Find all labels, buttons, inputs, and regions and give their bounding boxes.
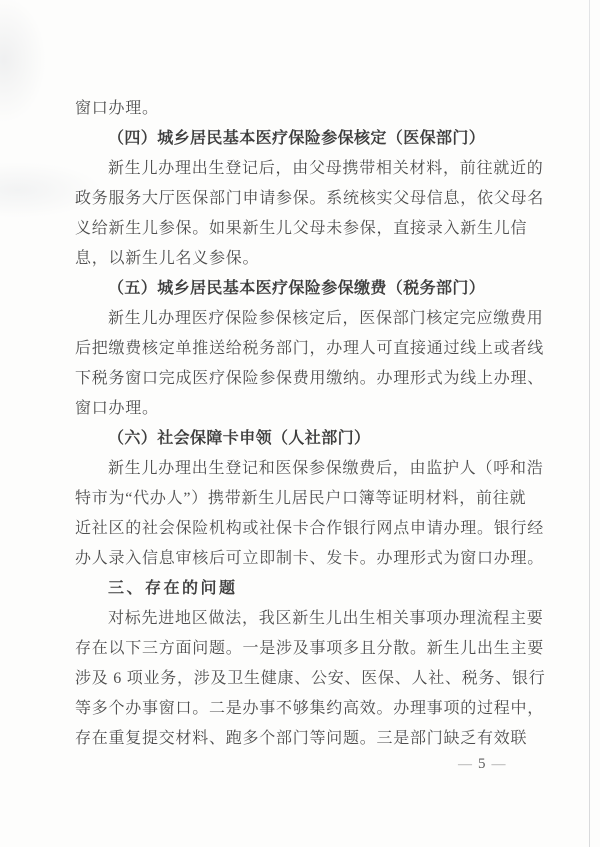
- document-line: 存在以下三方面问题。一是涉及事项多且分散。新生儿出生主要: [75, 640, 545, 657]
- section-heading: 三、存在的问题: [108, 580, 238, 597]
- page-number-dash-left: —: [458, 757, 472, 772]
- document-line: 涉及 6 项业务，涉及卫生健康、公安、医保、人社、税务、银行: [75, 670, 546, 687]
- page-number-value: 5: [478, 756, 486, 772]
- document-line: 办人录入信息审核后可立即制卡、发卡。办理形式为窗口办理。: [75, 550, 545, 567]
- document-line: 特市为“代办人”）携带新生儿居民户口簿等证明材料，前往就: [75, 490, 527, 507]
- document-line: 政务服务大厅医保部门申请参保。系统核实父母信息，依父母名: [75, 190, 545, 207]
- scan-edge-line: [589, 0, 590, 847]
- section-heading: （六）社会保障卡申领（人社部门）: [108, 430, 371, 447]
- section-heading: （五）城乡居民基本医疗保险参保缴费（税务部门）: [108, 280, 486, 297]
- document-line: 下税务窗口完成医疗保险参保费用缴纳。办理形式为线上办理、: [75, 370, 545, 387]
- document-line: 窗口办理。: [75, 400, 159, 417]
- page-number: [452, 755, 512, 774]
- document-line: 等多个办事窗口。二是办事不够集约高效。办理事项的过程中，: [75, 700, 545, 717]
- document-line: 近社区的社会保险机构或社保卡合作银行网点申请办理。银行经: [75, 520, 545, 537]
- section-heading: （四）城乡居民基本医疗保险参保核定（医保部门）: [108, 130, 486, 147]
- document-line: 新生儿办理医疗保险参保核定后，医保部门核定完应缴费用: [108, 310, 544, 327]
- document-line: 窗口办理。: [75, 100, 159, 117]
- document-line: 存在重复提交材料、跑多个部门等问题。三是部门缺乏有效联: [75, 730, 528, 747]
- document-line: 对标先进地区做法，我区新生儿出生相关事项办理流程主要: [108, 610, 544, 627]
- document-line: 后把缴费核定单推送给税务部门，办理人可直接通过线上或者线: [75, 340, 545, 357]
- document-body: [75, 94, 545, 754]
- page-number-dash-right: —: [491, 757, 506, 772]
- document-line: 息，以新生儿名义参保。: [75, 250, 260, 267]
- document-line: 新生儿办理出生登记后，由父母携带相关材料，前往就近的: [108, 160, 544, 177]
- document-line: 义给新生儿参保。如果新生儿父母未参保，直接录入新生儿信: [75, 220, 528, 237]
- document-line: 新生儿办理出生登记和医保参保缴费后，由监护人（呼和浩: [108, 460, 544, 477]
